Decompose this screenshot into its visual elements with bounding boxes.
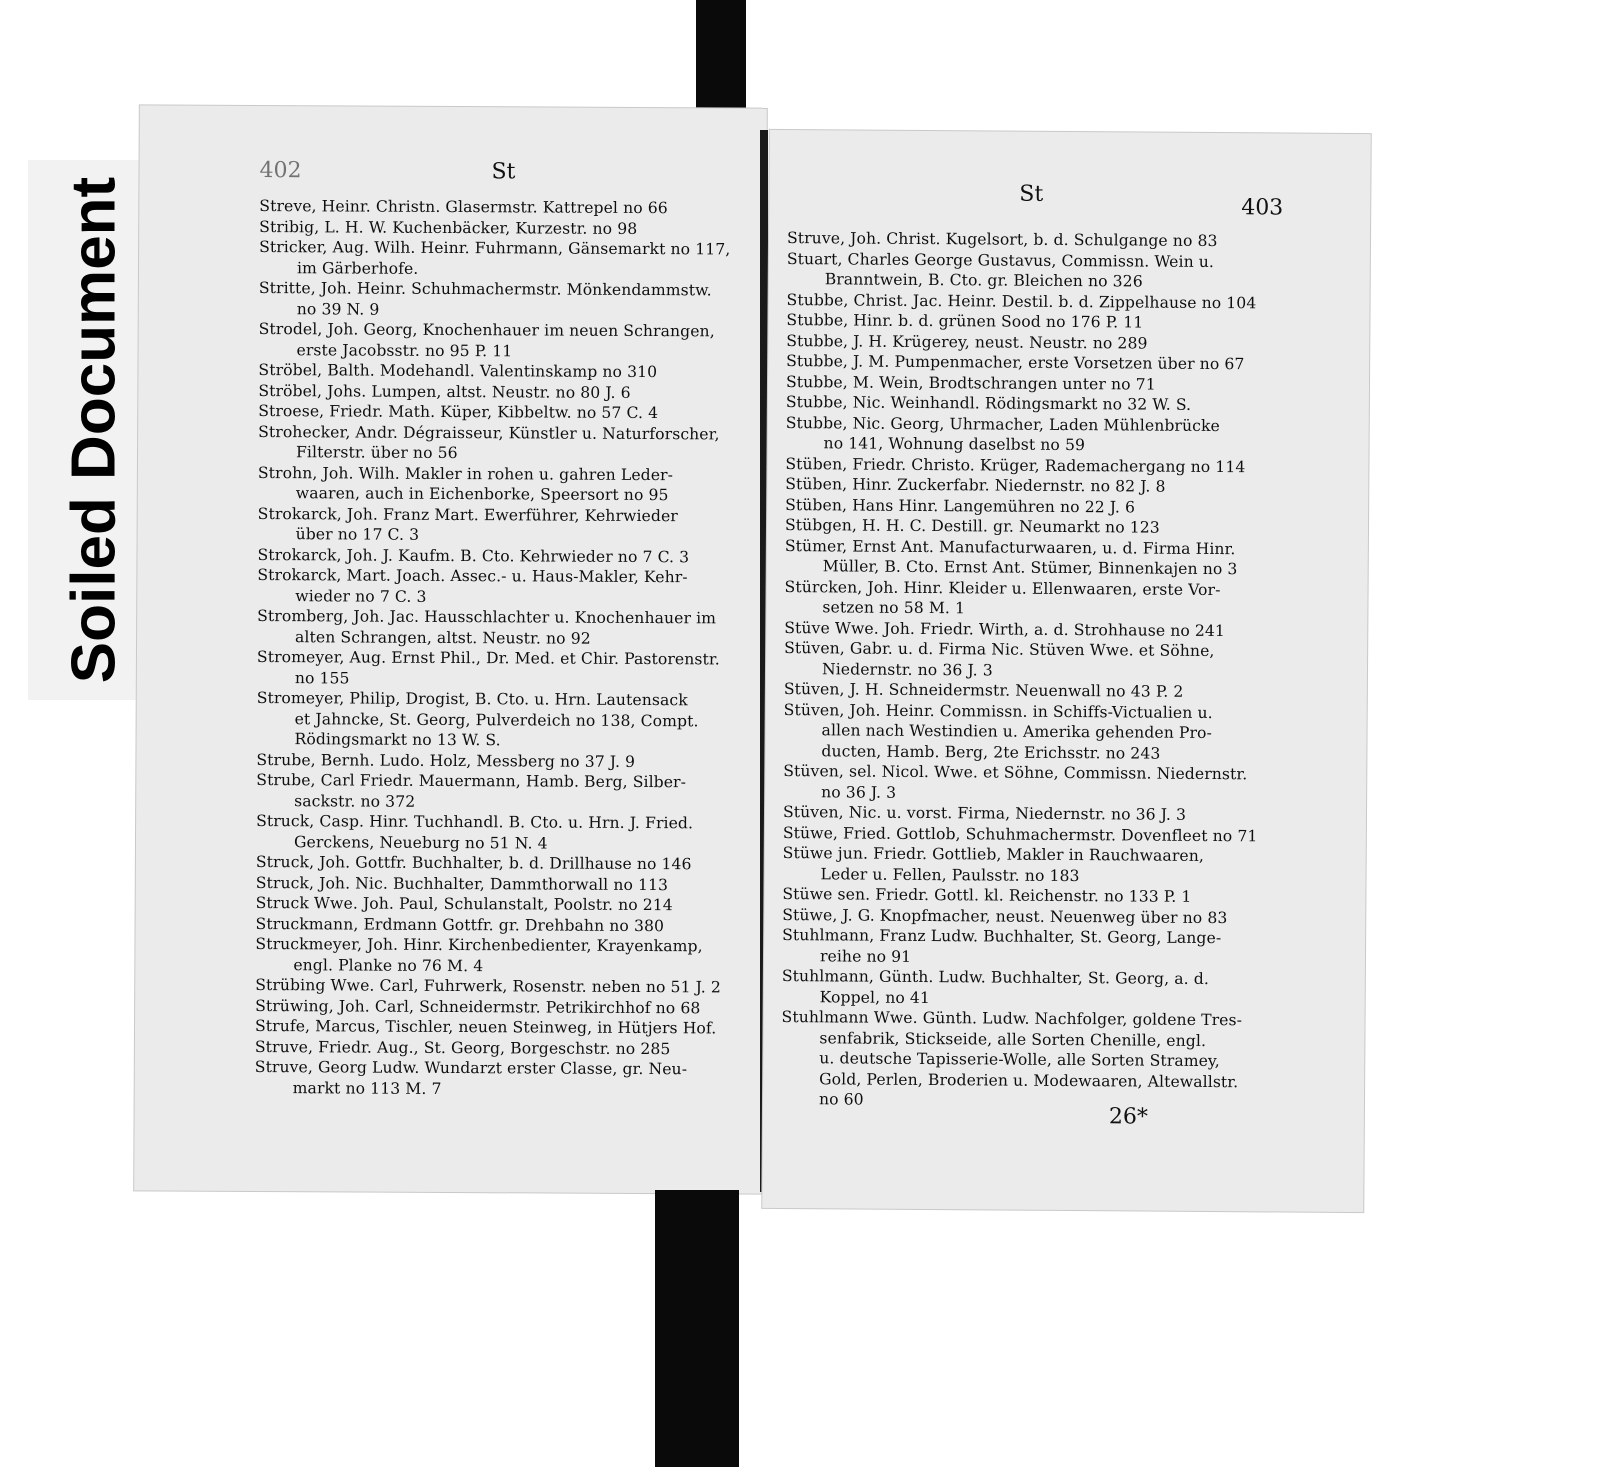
entry-line: Stromeyer, Philip, Drogist, B. Cto. u. Hrn. Lautensack <box>256 688 688 710</box>
entry-line: Stromeyer, Aug. Ernst Phil., Dr. Med. et Chir. Pastorenstr. <box>256 647 720 669</box>
entry-line: Struck, Joh. Nic. Buchhalter, Dammthorwall no 113 <box>255 873 669 894</box>
directory-entry <box>257 606 757 650</box>
directory-entry <box>258 401 758 424</box>
entry-line: Struve, Friedr. Aug., St. Georg, Borgeschstr. no 285 <box>254 1037 671 1058</box>
directory-entry <box>256 913 756 936</box>
directory-entry <box>786 413 1286 457</box>
entry-line: Stüben, Hinr. Zuckerfabr. Niedernstr. no 82 J. 8 <box>785 475 1166 496</box>
directory-entry <box>256 811 756 855</box>
entry-line: Struve, Georg Ludw. Wundarzt erster Classe, gr. Neu- <box>254 1057 688 1079</box>
soiled-document-label: Soiled Document <box>59 176 129 684</box>
entry-continuation-line: no 155 <box>294 668 350 687</box>
entry-continuation-line: über no 17 C. 3 <box>295 525 420 544</box>
directory-entry <box>783 802 1283 826</box>
spine-bottom-strip <box>655 1190 739 1467</box>
right-page <box>762 130 1371 1212</box>
directory-entry <box>255 1036 755 1059</box>
entry-line: Strokarck, Mart. Joach. Assec.- u. Haus-Makler, Kehr- <box>257 565 688 587</box>
entry-continuation-line: Branntwein, B. Cto. gr. Bleichen no 326 <box>824 270 1143 291</box>
directory-entry <box>256 872 756 895</box>
entry-continuation-line: erste Jacobsstr. no 95 P. 11 <box>296 340 513 360</box>
directory-entry <box>781 1007 1282 1113</box>
directory-entry <box>787 228 1287 252</box>
directory-entry <box>257 647 757 691</box>
directory-entry <box>787 249 1287 293</box>
entry-continuation-line: no 36 J. 3 <box>821 782 897 802</box>
entry-line: Struck Wwe. Joh. Paul, Schulanstalt, Poolstr. no 214 <box>255 893 673 915</box>
entry-line: Stüve Wwe. Joh. Friedr. Wirth, a. d. Strohhause no 241 <box>784 618 1226 640</box>
entry-continuation-line: Niedernstr. no 36 J. 3 <box>821 659 993 679</box>
entry-line: Stubbe, Christ. Jac. Heinr. Destil. b. d. Zippelhause no 104 <box>786 290 1257 312</box>
entry-line: Stüwe, Fried. Gottlob, Schuhmachermstr. Dovenfleet no 71 <box>782 823 1258 845</box>
entry-line: Stüben, Hans Hinr. Langemühren no 22 J. 6 <box>785 495 1136 516</box>
entry-continuation-line: engl. Planke no 76 M. 4 <box>293 955 484 975</box>
entry-line: Stürcken, Joh. Hinr. Kleider u. Ellenwaaren, erste Vor- <box>784 577 1221 599</box>
entry-continuation-line: Müller, B. Cto. Ernst Ant. Stümer, Binnenkajen no 3 <box>822 557 1238 579</box>
entry-continuation-line: ducten, Hamb. Berg, 2te Erichsstr. no 243 <box>821 741 1161 763</box>
directory-entry <box>782 884 1282 908</box>
entry-continuation-line: markt no 113 M. 7 <box>292 1078 442 1098</box>
directory-entry <box>259 237 759 281</box>
entry-line: Stritte, Joh. Heinr. Schuhmachermstr. Mönkendammstw. <box>258 278 712 300</box>
entry-line: Stüwe sen. Friedr. Gottl. kl. Reichenstr. no 133 P. 1 <box>782 885 1192 906</box>
entry-line: Strokarck, Joh. Franz Mart. Ewerführer, Kehrwieder <box>257 504 678 525</box>
entry-line: Stubbe, Nic. Weinhandl. Rödingsmarkt no 32 W. S. <box>785 393 1192 414</box>
directory-entry <box>783 700 1283 765</box>
entry-line: Strohn, Joh. Wilh. Makler in rohen u. gahren Leder- <box>257 463 674 484</box>
entry-line: Strokarck, Joh. J. Kaufm. B. Cto. Kehrwieder no 7 C. 3 <box>257 545 690 566</box>
directory-entry <box>785 536 1285 580</box>
entry-line: Stümer, Ernst Ant. Manufacturwaaren, u. d. Firma Hinr. <box>784 536 1236 558</box>
directory-entry <box>784 638 1284 682</box>
entry-line: Strube, Bernh. Ludo. Holz, Messberg no 37 J. 9 <box>256 750 636 771</box>
entry-continuation-line: Gerckens, Neueburg no 51 N. 4 <box>293 832 548 853</box>
entry-line: Struckmann, Erdmann Gottfr. gr. Drehbahn no 380 <box>255 914 665 935</box>
entry-line: Stüven, J. H. Schneidermstr. Neuenwall no 43 P. 2 <box>783 680 1184 701</box>
directory-entry <box>257 565 757 609</box>
directory-entry <box>259 319 759 363</box>
entry-continuation-line: senfabrik, Stickseide, alle Sorten Chenille, engl. <box>819 1028 1207 1050</box>
entry-line: Ströbel, Johs. Lumpen, altst. Neustr. no 80 J. 6 <box>258 381 631 402</box>
directory-entry <box>259 216 759 239</box>
left-entry-list <box>255 196 760 1101</box>
entry-continuation-line: im Gärberhofe. <box>296 258 419 278</box>
directory-entry <box>255 934 755 978</box>
directory-entry <box>783 843 1283 887</box>
entry-line: Stüben, Friedr. Christo. Krüger, Rademachergang no 114 <box>785 454 1246 476</box>
directory-entry <box>255 975 755 998</box>
entry-line: Stubbe, J. H. Krügerey, neust. Neustr. no 289 <box>786 331 1148 353</box>
entry-line: Streve, Heinr. Christn. Glasermstr. Kattrepel no 66 <box>259 196 668 218</box>
entry-continuation-line: waaren, auch in Eichenborke, Speersort no 95 <box>295 484 669 505</box>
entry-line: Struck, Joh. Gottfr. Buchhalter, b. d. Drillhause no 146 <box>255 852 692 874</box>
directory-entry <box>784 577 1284 621</box>
entry-line: Stuhlmann, Günth. Ludw. Buchhalter, St. Georg, a. d. <box>781 967 1209 989</box>
entry-line: Struckmeyer, Joh. Hinr. Kirchenbedienter, Krayenkamp, <box>255 934 703 956</box>
directory-entry <box>786 310 1286 334</box>
directory-entry <box>256 852 756 875</box>
entry-line: Stüven, Joh. Heinr. Commissn. in Schiffs-Victualien u. <box>783 700 1213 722</box>
directory-entry <box>784 679 1284 703</box>
entry-line: Stüven, Gabr. u. d. Firma Nic. Stüven Wwe. et Söhne, <box>784 639 1215 661</box>
left-page <box>134 105 767 1193</box>
directory-entry <box>258 360 758 383</box>
entry-line: Stubbe, Hinr. b. d. grünen Sood no 176 P. 11 <box>786 311 1144 332</box>
directory-entry <box>256 770 756 814</box>
right-page-heading: St <box>1019 181 1044 207</box>
entry-continuation-line: reihe no 91 <box>819 946 912 966</box>
entry-line: Stricker, Aug. Wilh. Heinr. Fuhrmann, Gänsemarkt no 117, <box>259 237 731 259</box>
directory-entry <box>786 392 1286 416</box>
entry-continuation-line: Rödingsmarkt no 13 W. S. <box>294 730 501 750</box>
directory-entry <box>255 995 755 1018</box>
entry-continuation-line: Koppel, no 41 <box>819 987 931 1007</box>
directory-entry <box>259 196 759 219</box>
signature-mark: 26* <box>1108 1104 1148 1130</box>
right-entry-list <box>781 228 1287 1113</box>
entry-line: Strube, Carl Friedr. Mauermann, Hamb. Berg, Silber- <box>256 770 687 792</box>
directory-entry <box>782 966 1282 1010</box>
entry-line: Stubbe, M. Wein, Brodtschrangen unter no 71 <box>785 372 1156 394</box>
entry-continuation-line: Filterstr. über no 56 <box>295 443 458 463</box>
right-page-number: 403 <box>1241 195 1284 221</box>
entry-line: Strohecker, Andr. Dégraisseur, Künstler u. Naturforscher, <box>258 422 720 443</box>
entry-line: Stüwe jun. Friedr. Gottlieb, Makler in Rauchwaaren, <box>782 844 1205 865</box>
entry-continuation-line: sackstr. no 372 <box>294 791 416 811</box>
directory-entry <box>785 474 1285 498</box>
directory-entry <box>258 421 758 465</box>
entry-line: Stüven, Nic. u. vorst. Firma, Niedernstr. no 36 J. 3 <box>782 803 1187 824</box>
entry-continuation-line: Leder u. Fellen, Paulsstr. no 183 <box>820 864 1080 885</box>
entry-line: Stroese, Friedr. Math. Küper, Kibbeltw. no 57 C. 4 <box>258 401 659 423</box>
directory-entry <box>786 351 1286 375</box>
directory-entry <box>256 688 756 752</box>
directory-entry <box>258 462 758 506</box>
entry-continuation-line: alten Schrangen, altst. Neustr. no 92 <box>295 627 591 648</box>
directory-entry <box>258 503 758 547</box>
entry-continuation-line: Gold, Perlen, Broderien u. Modewaaren, Altewallstr. <box>819 1069 1239 1091</box>
entry-line: Stuart, Charles George Gustavus, Commissn. Wein u. <box>786 249 1215 271</box>
directory-entry <box>782 925 1282 969</box>
directory-entry <box>258 380 758 403</box>
entry-line: Stuhlmann Wwe. Günth. Ludw. Nachfolger, goldene Tres- <box>781 1008 1243 1030</box>
entry-continuation-line: setzen no 58 M. 1 <box>822 598 966 618</box>
directory-entry <box>255 1057 755 1101</box>
entry-continuation-line: allen nach Westindien u. Amerika gehenden Pro- <box>821 721 1213 743</box>
entry-line: Strübing Wwe. Carl, Fuhrwerk, Rosenstr. neben no 51 J. 2 <box>255 975 722 997</box>
entry-line: Struck, Casp. Hinr. Tuchhandl. B. Cto. u. Hrn. J. Fried. <box>256 811 694 833</box>
directory-entry <box>256 749 756 772</box>
entry-line: Stüven, sel. Nicol. Wwe. et Söhne, Commissn. Niedernstr. <box>783 762 1248 784</box>
entry-line: Strodel, Joh. Georg, Knochenhauer im neuen Schrangen, <box>258 319 715 341</box>
entry-continuation-line: et Jahncke, St. Georg, Pulverdeich no 138, Compt. <box>294 709 699 730</box>
entry-line: Stromberg, Joh. Jac. Hausschlachter u. Knochenhauer im <box>257 606 717 628</box>
entry-line: Struve, Joh. Christ. Kugelsort, b. d. Schulgange no 83 <box>786 229 1218 251</box>
entry-continuation-line: no 60 <box>818 1090 864 1109</box>
directory-entry <box>256 893 756 916</box>
left-page-heading: St <box>491 159 516 185</box>
entry-line: Stribig, L. H. W. Kuchenbäcker, Kurzestr. no 98 <box>259 217 638 238</box>
directory-entry <box>255 1016 755 1039</box>
entry-line: Stüwe, J. G. Knopfmacher, neust. Neuenweg über no 83 <box>782 905 1228 927</box>
entry-continuation-line: no 39 N. 9 <box>296 299 380 319</box>
directory-entry <box>783 761 1283 805</box>
entry-continuation-line: wieder no 7 C. 3 <box>295 586 427 606</box>
entry-continuation-line: no 141, Wohnung daselbst no 59 <box>823 434 1086 455</box>
directory-entry <box>785 515 1285 539</box>
directory-entry <box>257 544 757 567</box>
left-page-number: 402 <box>259 157 302 184</box>
directory-entry <box>259 278 759 322</box>
entry-line: Stübgen, H. H. C. Destill. gr. Neumarkt no 123 <box>784 516 1160 537</box>
entry-line: Strufe, Marcus, Tischler, neuen Steinweg, in Hütjers Hof. <box>254 1016 717 1038</box>
entry-line: Strüwing, Joh. Carl, Schneidermstr. Petrikirchhof no 68 <box>255 996 701 1017</box>
entry-line: Stubbe, J. M. Pumpenmacher, erste Vorsetzen über no 67 <box>786 352 1245 374</box>
entry-line: Stuhlmann, Franz Ludw. Buchhalter, St. Georg, Lange- <box>782 926 1222 948</box>
entry-line: Stubbe, Nic. Georg, Uhrmacher, Laden Mühlenbrücke <box>785 413 1220 435</box>
entry-continuation-line: u. deutsche Tapisserie-Wolle, alle Sorten Stramey, <box>819 1049 1220 1071</box>
entry-line: Ströbel, Balth. Modehandl. Valentinskamp no 310 <box>258 360 658 382</box>
